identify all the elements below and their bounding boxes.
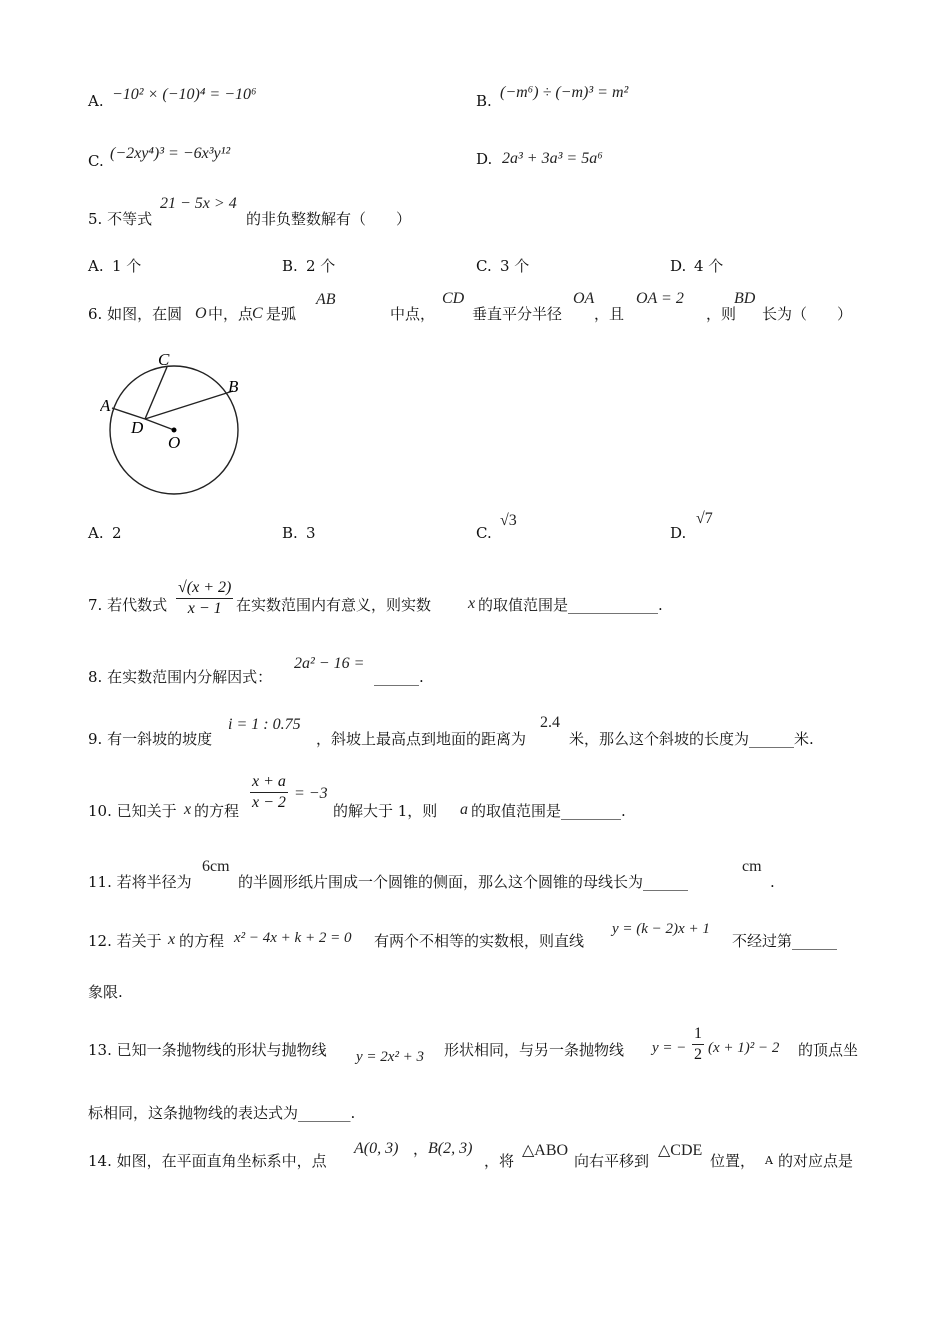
q5-option-a-label: A. <box>88 257 104 275</box>
label-d: D <box>131 418 144 437</box>
q6-text-8: 长为（ ） <box>762 305 853 323</box>
q10-fraction <box>250 772 288 813</box>
q13-eq2-denominator: 2 <box>694 1046 702 1063</box>
q14-mid2: 向右平移到 <box>574 1152 650 1170</box>
q4-option-d-expr: 2a³ + 3a³ = 5a⁶ <box>502 150 603 167</box>
q6-option-c-label: C. <box>476 524 492 542</box>
q10-suffix2: 的取值范围是________. <box>471 802 626 820</box>
q14-triangle-cde: △CDE <box>658 1142 703 1159</box>
q5-option-b-label: B. <box>282 257 298 275</box>
q13-suffix: 的顶点坐 <box>798 1041 859 1059</box>
q12-prefix: 12. 若关于 <box>88 932 162 950</box>
q11-radius: 6cm <box>202 858 230 875</box>
q5-suffix: 的非负整数解有（ ） <box>246 210 412 228</box>
q4-option-b-label: B. <box>476 92 492 110</box>
q6-option-b-label: B. <box>282 524 298 542</box>
q12-mid2: 有两个不相等的实数根，则直线 <box>374 932 585 950</box>
q9-slope: i = 1 : 0.75 <box>228 716 301 733</box>
q7-suffix: 的取值范围是____________. <box>478 596 663 614</box>
q10-numerator: x + a <box>250 772 288 793</box>
q7-x: x <box>468 595 476 612</box>
q7-mid: 在实数范围内有意义，则实数 <box>236 596 432 614</box>
q12-suffix: 不经过第______ <box>732 932 838 950</box>
q4-option-b-expr: (−m⁶) ÷ (−m)³ = m² <box>500 84 629 101</box>
q14-suffix: 位置， <box>710 1152 756 1170</box>
q13-eq2-numerator: 1 <box>692 1024 704 1045</box>
q12-equation: x² − 4x + k + 2 = 0 <box>234 930 352 946</box>
q6-bd: BD <box>734 290 756 307</box>
q4-option-a-label: A. <box>88 92 104 110</box>
q12-mid: 的方程 <box>179 932 225 950</box>
q11-prefix: 11. 若将半径为 <box>88 873 192 891</box>
q10-prefix: 10. 已知关于 <box>88 802 177 820</box>
q13-eq2-fraction <box>692 1024 704 1065</box>
q10-a: a <box>460 801 468 818</box>
q7-numerator: √(x + 2) <box>176 578 233 599</box>
q8-prefix: 8. 在实数范围内分解因式： <box>88 668 273 686</box>
q5-inequality: 21 − 5x > 4 <box>160 195 237 212</box>
q7-denominator: x − 1 <box>187 600 222 617</box>
q11-unit: cm <box>742 858 762 875</box>
q14-prefix: 14. 如图，在平面直角坐标系中，点 <box>88 1152 327 1170</box>
q5-option-d-text: 4 个 <box>694 257 724 275</box>
q10-suffix1: 的解大于 1，则 <box>333 802 438 820</box>
q6-option-a-text: 2 <box>112 524 122 542</box>
q10-eq: = −3 <box>294 785 328 802</box>
q6-option-d-text: √7 <box>696 510 713 527</box>
q5-option-d-label: D. <box>670 257 687 275</box>
q6-option-b-text: 3 <box>306 524 316 542</box>
q4-option-c-label: C. <box>88 152 104 170</box>
q12-line: y = (k − 2)x + 1 <box>612 921 710 937</box>
q11-end: . <box>770 873 775 891</box>
q12-line2: 象限. <box>88 983 123 1001</box>
q13-line2: 标相同，这条抛物线的表达式为_______. <box>88 1104 356 1122</box>
label-c: C <box>158 350 170 369</box>
q5-option-a-text: 1 个 <box>112 257 142 275</box>
q5-option-b-text: 2 个 <box>306 257 336 275</box>
q6-option-c-text: √3 <box>500 512 517 529</box>
q6-oa-eq: OA = 2 <box>636 290 684 307</box>
q6-text-1: 6. 如图，在圆 <box>88 305 183 323</box>
q6-oa: OA <box>573 290 595 307</box>
q4-option-d-label: D. <box>476 150 493 168</box>
q5-prefix: 5. 不等式 <box>88 210 153 228</box>
q13-mid: 形状相同，与另一条抛物线 <box>444 1041 625 1059</box>
q8-expr: 2a² − 16 = <box>294 655 365 672</box>
q10-x: x <box>184 801 192 818</box>
q14-point-b: B(2, 3) <box>428 1140 473 1157</box>
center-point <box>172 428 177 433</box>
q6-text-7: ，则 <box>706 305 737 323</box>
q14-mid: ，将 <box>484 1152 515 1170</box>
q11-mid: 的半圆形纸片围成一个圆锥的侧面，那么这个圆锥的母线长为______ <box>238 873 689 891</box>
q10-mid: 的方程 <box>194 802 240 820</box>
q12-x: x <box>168 931 176 948</box>
q6-circle-figure <box>100 345 250 505</box>
label-a: A <box>100 396 111 415</box>
q6-cd: CD <box>442 290 465 307</box>
q8-suffix: ______. <box>374 668 424 686</box>
q6-text-5: 垂直平分半径 <box>472 305 563 323</box>
q6-option-d-label: D. <box>670 524 687 542</box>
q4-option-a-expr: −10² × (−10)⁴ = −10⁶ <box>112 86 257 103</box>
q13-eq2-pre: y = − <box>652 1040 687 1056</box>
q9-value: 2.4 <box>540 714 560 731</box>
q7-fraction <box>176 578 233 619</box>
q6-text-2: 中，点 <box>208 305 254 323</box>
q5-option-c-text: 3 个 <box>500 257 530 275</box>
label-o: O <box>168 433 181 452</box>
q14-point-a: A(0, 3) <box>354 1140 399 1157</box>
q9-prefix: 9. 有一斜坡的坡度 <box>88 730 213 748</box>
q6-text-3: 是弧 <box>266 305 297 323</box>
q13-eq2-post: (x + 1)² − 2 <box>708 1040 780 1056</box>
line-dc <box>145 367 167 419</box>
q14-a-small: A <box>765 1154 773 1167</box>
q14-triangle-abo: △ABO <box>522 1142 569 1159</box>
line-db <box>145 391 233 419</box>
q6-option-a-label: A. <box>88 524 104 542</box>
q4-option-c-expr: (−2xy⁴)³ = −6x³y¹² <box>110 145 231 162</box>
q14-sep: ， <box>413 1140 429 1158</box>
q6-c: C <box>252 305 263 322</box>
line-do <box>145 419 174 430</box>
q6-arc-ab: AB <box>316 291 336 308</box>
label-b: B <box>228 377 239 396</box>
q9-suffix: 米，那么这个斜坡的长度为______米. <box>569 730 814 748</box>
q6-text-4: 中点， <box>390 305 436 323</box>
q9-mid: ，斜坡上最高点到地面的距离为 <box>316 730 527 748</box>
q5-option-c-label: C. <box>476 257 492 275</box>
q13-prefix: 13. 已知一条抛物线的形状与抛物线 <box>88 1041 327 1059</box>
q6-o: O <box>195 305 207 322</box>
q14-suffix2: 的对应点是 <box>778 1152 854 1170</box>
q10-denominator: x − 2 <box>252 794 286 811</box>
q13-eq1: y = 2x² + 3 <box>356 1049 425 1065</box>
q7-prefix: 7. 若代数式 <box>88 596 168 614</box>
q6-text-6: ，且 <box>594 305 625 323</box>
